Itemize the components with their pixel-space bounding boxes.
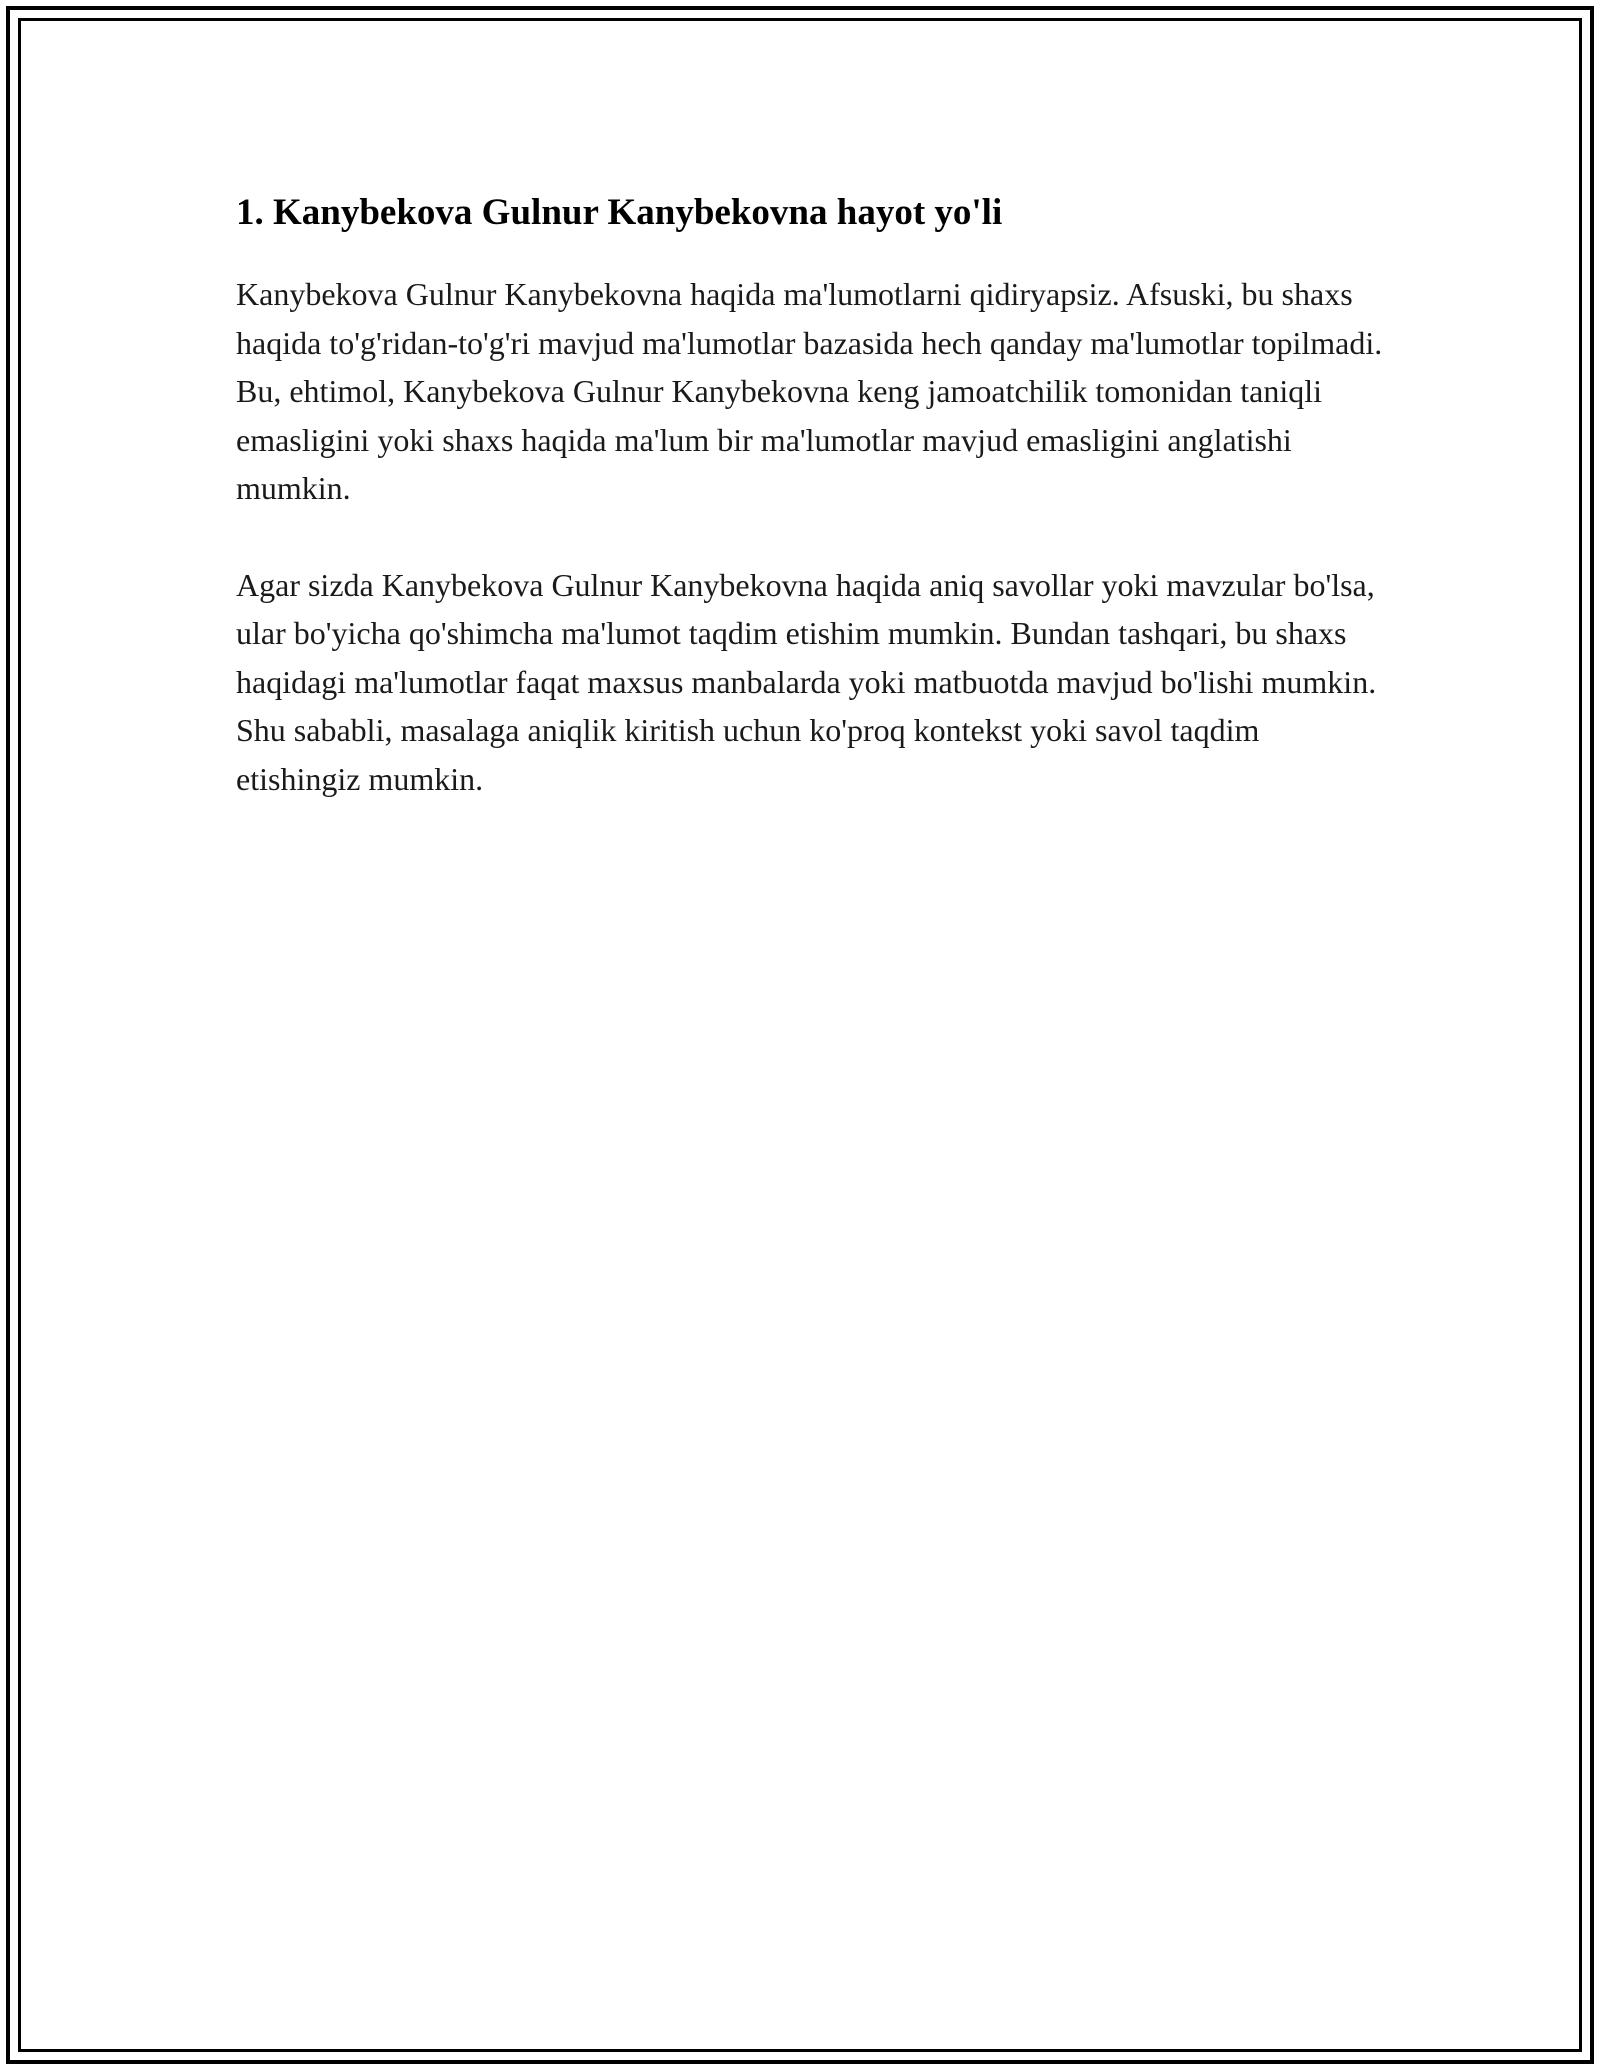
paragraph-2: Agar sizda Kanybekova Gulnur Kanybekovna haqida aniq savollar yoki mavzular bo'lsa, ular bo'yicha qo'shimcha ma'lumot taqdim etishim mumkin. Bundan tashqari, bu shaxs haqidagi ma'lumotlar faqat maxsus manbalarda yoki matbuotda mavjud bo'lishi mumkin. Shu sababli, masalaga aniqlik kiritish uchun ko'proq kontekst yoki savol taqdim etishingiz mumkin.	[236, 566, 1377, 797]
paragraph-1: Kanybekova Gulnur Kanybekovna haqida ma'lumotlarni qidiryapsiz. Afsuski, bu shaxs haqida to'g'ridan-to'g'ri mavjud ma'lumotlar bazasida hech qanday ma'lumotlar topilmadi. Bu, ehtimol, Kanybekova Gulnur Kanybekovna keng jamoatchilik tomonidan taniqli emasligini yoki shaxs haqida ma'lum bir ma'lumotlar mavjud emasligini anglatishi mumkin.	[236, 276, 1383, 506]
document-body	[236, 186, 1386, 851]
section-heading: 1. Kanybekova Gulnur Kanybekovna hayot yo'li	[236, 192, 1003, 233]
